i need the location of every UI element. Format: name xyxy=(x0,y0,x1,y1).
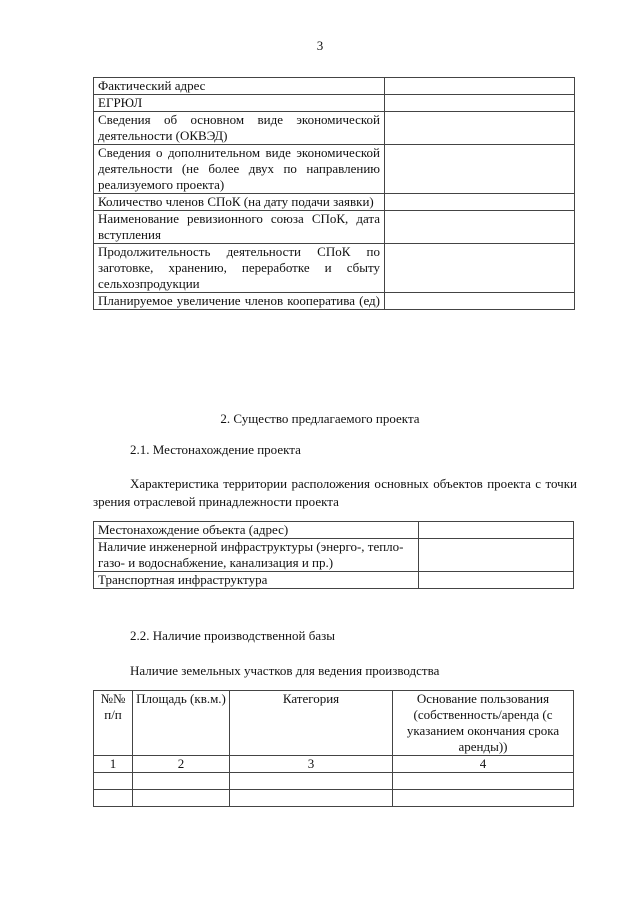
characteristic-paragraph: Характеристика территории расположения основных объектов проекта с точки зрения отраслевой принадлежности проекта xyxy=(93,476,577,509)
column-number: 3 xyxy=(230,756,393,773)
row-value xyxy=(385,95,575,112)
empty-cell xyxy=(94,773,133,790)
row-label: Местонахождение объекта (адрес) xyxy=(94,522,419,539)
table-row xyxy=(94,522,574,539)
row-value xyxy=(385,78,575,95)
empty-cell xyxy=(133,773,230,790)
empty-cell xyxy=(94,790,133,807)
row-value xyxy=(419,539,574,572)
row-label: Наименование ревизионного союза СПоК, дата вступления xyxy=(94,211,385,244)
row-label: Планируемое увеличение членов кооператива (ед) xyxy=(94,293,385,310)
header-area: Площадь (кв.м.) xyxy=(133,691,230,756)
location-table xyxy=(93,521,574,589)
row-value xyxy=(385,145,575,194)
empty-cell xyxy=(393,773,574,790)
row-value xyxy=(385,194,575,211)
header-basis: Основание пользования (собственность/аренда (с указанием окончания срока аренды)) xyxy=(393,691,574,756)
table-header-row xyxy=(94,691,574,756)
row-label: Сведения о дополнительном виде экономической деятельности (не более двух по направлению реализуемого проекта) xyxy=(94,145,385,194)
section-title: 2. Существо предлагаемого проекта xyxy=(220,411,420,426)
empty-cell xyxy=(393,790,574,807)
row-label: Наличие инженерной инфраструктуры (энерго-, тепло- газо- и водоснабжение, канализация и пр.) xyxy=(94,539,419,572)
table-row xyxy=(94,244,575,293)
table-row xyxy=(94,194,575,211)
table-row xyxy=(94,211,575,244)
row-value xyxy=(385,244,575,293)
row-value xyxy=(419,522,574,539)
table-row xyxy=(94,293,575,310)
table-row xyxy=(94,572,574,589)
table-row xyxy=(94,773,574,790)
table-row xyxy=(94,112,575,145)
land-plots-table xyxy=(93,690,574,807)
table-row xyxy=(94,145,575,194)
empty-cell xyxy=(230,790,393,807)
header-number: №№ п/п xyxy=(94,691,133,756)
column-number: 1 xyxy=(94,756,133,773)
table-row xyxy=(94,790,574,807)
row-label: Фактический адрес xyxy=(94,78,385,95)
table-row xyxy=(94,78,575,95)
row-label: Количество членов СПоК (на дату подачи заявки) xyxy=(94,194,385,211)
page-number: 3 xyxy=(316,38,324,53)
column-number: 4 xyxy=(393,756,574,773)
table-row xyxy=(94,756,574,773)
subsection-production-base: 2.2. Наличие производственной базы xyxy=(130,628,335,643)
row-value xyxy=(385,211,575,244)
row-label: Продолжительность деятельности СПоК по заготовке, хранению, переработке и сбыту сельхозпродукции xyxy=(94,244,385,293)
subsection-location: 2.1. Местонахождение проекта xyxy=(130,442,301,457)
row-value xyxy=(385,293,575,310)
row-value xyxy=(419,572,574,589)
cooperative-info-table xyxy=(93,77,575,310)
table-row xyxy=(94,539,574,572)
empty-cell xyxy=(133,790,230,807)
header-category: Категория xyxy=(230,691,393,756)
column-number: 2 xyxy=(133,756,230,773)
row-label: Транспортная инфраструктура xyxy=(94,572,419,589)
empty-cell xyxy=(230,773,393,790)
table-row xyxy=(94,95,575,112)
row-value xyxy=(385,112,575,145)
row-label: Сведения об основном виде экономической деятельности (ОКВЭД) xyxy=(94,112,385,145)
land-plots-title: Наличие земельных участков для ведения производства xyxy=(130,663,440,678)
row-label: ЕГРЮЛ xyxy=(94,95,385,112)
